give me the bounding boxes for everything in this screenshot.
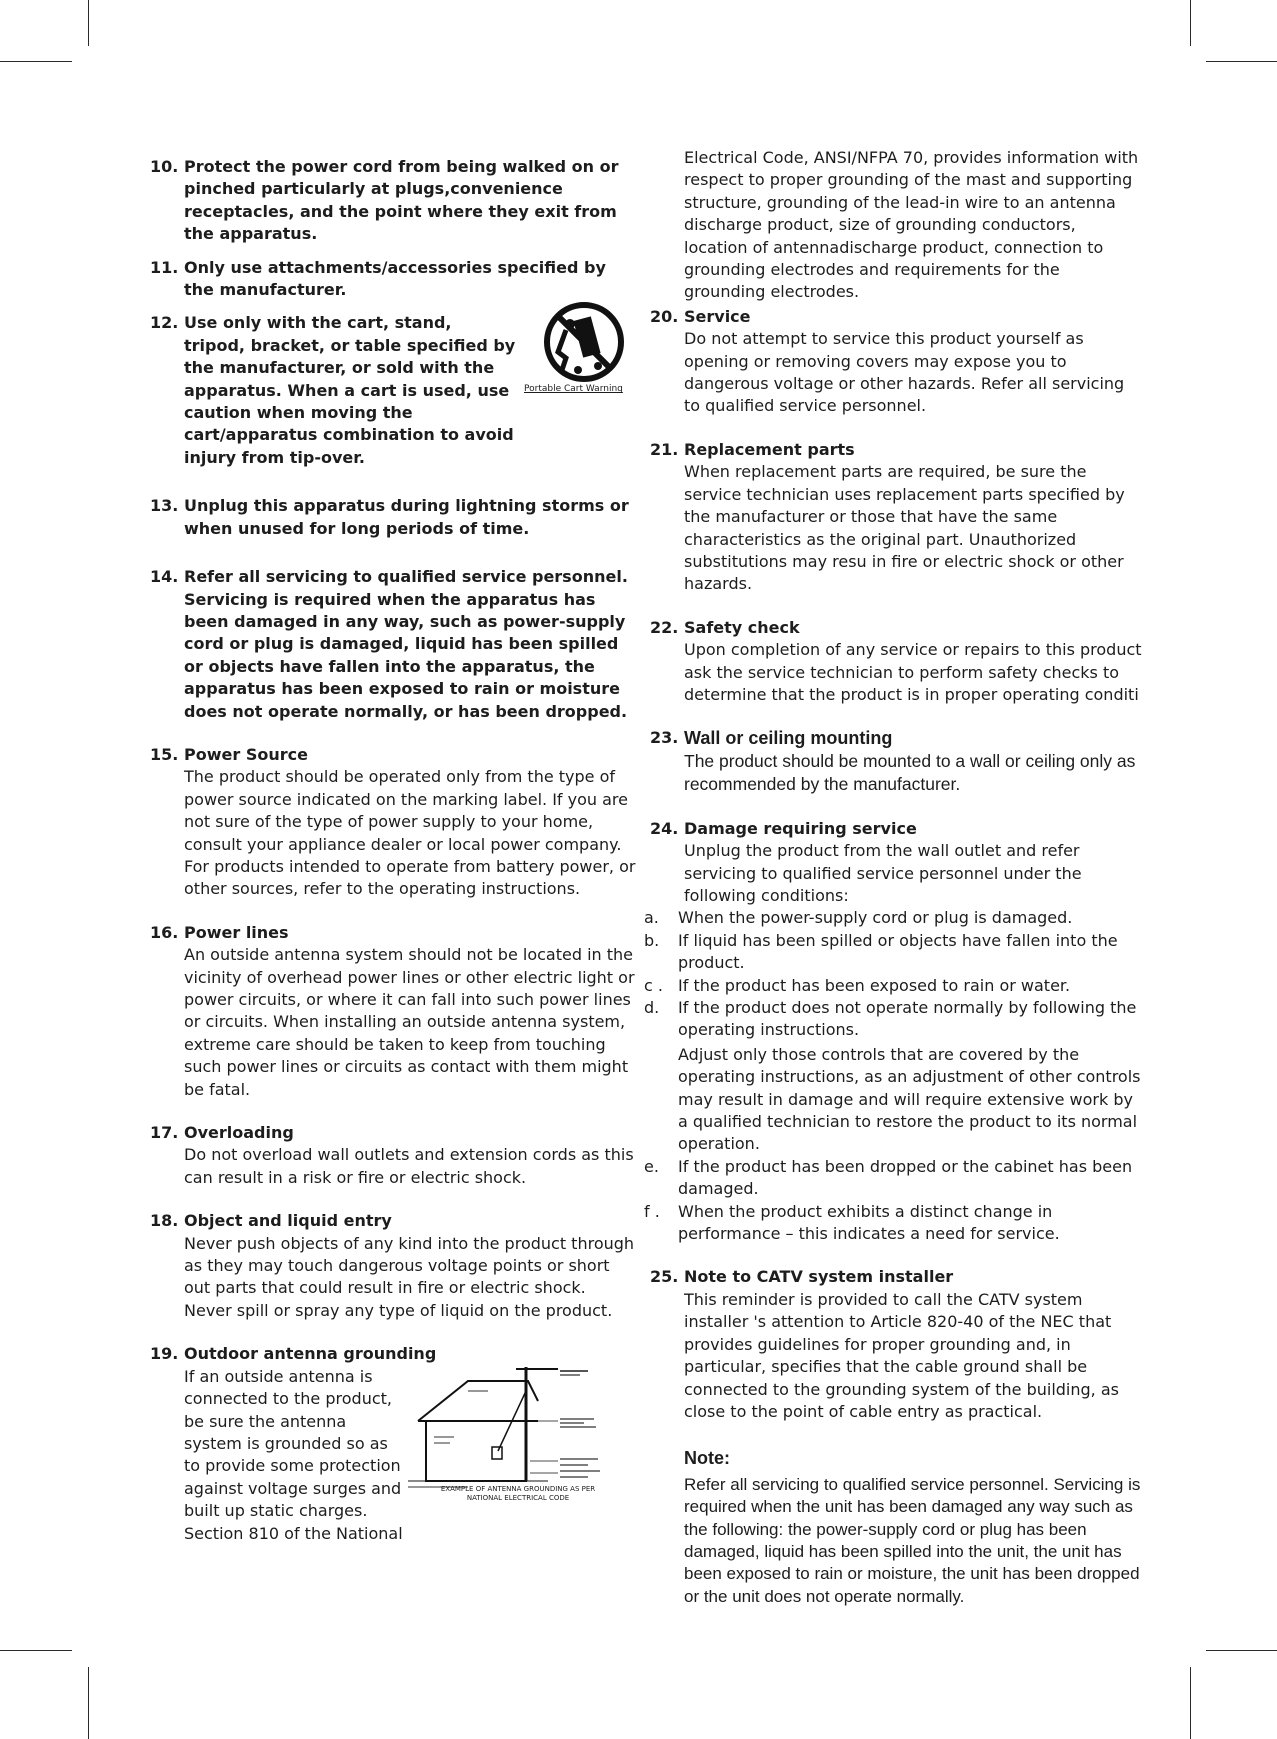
safety-item-23 xyxy=(650,727,1144,796)
item-heading: Power Source xyxy=(184,744,308,764)
continuation-body: Electrical Code, ANSI/NFPA 70, provides information with respect to proper grounding of the mast and supporting structure, grounding of the lead-in wire to an antenna discharge product, size of grounding conductors, location of antennadischarge product, connection to grounding electrodes and requirements for the grounding electrodes. xyxy=(684,148,1139,302)
safety-item-24 xyxy=(650,818,1144,908)
safety-item-16 xyxy=(150,922,638,1101)
safety-item-18 xyxy=(150,1210,638,1322)
condition-letter: c . xyxy=(644,975,663,995)
item-heading: Object and liquid entry xyxy=(184,1211,392,1231)
item-heading: Safety check xyxy=(684,617,800,637)
crop-mark-top-left-v xyxy=(88,0,89,46)
item-number: 19. xyxy=(150,1344,179,1364)
item-number: 20. xyxy=(650,306,679,326)
condition-e xyxy=(644,1156,1144,1201)
item-19-continuation xyxy=(650,147,1144,304)
crop-mark-bottom-left-h xyxy=(0,1650,72,1651)
condition-letter: a. xyxy=(644,908,659,928)
item-number: 21. xyxy=(650,439,679,459)
cart-warning-caption: Portable Cart Warning xyxy=(524,384,623,395)
item-number: 12. xyxy=(150,313,179,333)
item-heading: Overloading xyxy=(184,1123,294,1143)
condition-text: If the product has been exposed to rain or water. xyxy=(678,975,1071,995)
item-number: 23. xyxy=(650,728,679,748)
crop-mark-top-right-h xyxy=(1206,61,1277,62)
condition-text: When the power-supply cord or plug is damaged. xyxy=(678,908,1073,928)
item-number: 15. xyxy=(150,744,179,764)
item-heading: Replacement parts xyxy=(684,439,855,459)
item-heading: Service xyxy=(684,306,751,326)
item-heading: Wall or ceiling mounting xyxy=(684,728,893,749)
item-number: 25. xyxy=(650,1267,679,1287)
safety-item-19 xyxy=(150,1343,638,1545)
note-body: Refer all servicing to qualified service personnel. Servicing is required when the unit has been damaged any way such as the following: the power-supply cord or plug has been damaged, liquid has been spilled into the unit, the unit has been exposed to rain or moisture, the unit has been dropped or the unit does not operate normally. xyxy=(684,1474,1141,1606)
item-body: Never push objects of any kind into the product through as they may touch dangerous voltage points or short out parts that could result in fire or electric shock. xyxy=(184,1233,635,1298)
crop-mark-bottom-right-h xyxy=(1206,1650,1277,1651)
item-heading: Outdoor antenna grounding xyxy=(184,1344,437,1364)
safety-item-11 xyxy=(150,257,638,302)
item-number: 11. xyxy=(150,257,179,277)
condition-b xyxy=(644,930,1144,975)
antenna-grounding-caption: EXAMPLE OF ANTENNA GROUNDING AS PER NATIONAL ELECTRICAL CODE xyxy=(440,1485,596,1503)
item-number: 10. xyxy=(150,157,179,176)
item-body: Do not overload wall outlets and extension cords as this can result in a risk or fire or electric shock. xyxy=(184,1145,634,1187)
safety-item-17 xyxy=(150,1122,638,1189)
right-column xyxy=(644,147,1144,1608)
safety-item-15 xyxy=(150,744,638,901)
crop-mark-top-left-h xyxy=(0,61,72,62)
condition-f xyxy=(644,1201,1144,1246)
condition-text: If the product has been dropped or the cabinet has been damaged. xyxy=(678,1156,1133,1199)
crop-mark-bottom-right-v xyxy=(1190,1667,1191,1739)
left-column xyxy=(150,156,638,1545)
item-body: Unplug the product from the wall outlet and refer servicing to qualified service personnel under the following conditions: xyxy=(684,841,1082,905)
safety-item-21 xyxy=(650,439,1144,596)
item-body: If an outside antenna is connected to the product, be sure the antenna system is grounded so as to provide some protection against voltage surges and built up static charges. Section 810 of the National xyxy=(184,1366,403,1543)
item-body: Do not attempt to service this product yourself as opening or removing covers may expose you to dangerous voltage or other hazards. Refer all servicing to qualified service personnel. xyxy=(684,329,1125,416)
item-heading: Power lines xyxy=(184,922,289,942)
item-number: 18. xyxy=(150,1211,179,1231)
safety-item-22 xyxy=(650,617,1144,707)
item-number: 16. xyxy=(150,922,179,942)
cart-warning-figure xyxy=(516,300,638,408)
note-heading: Note: xyxy=(684,1448,730,1469)
item-number: 22. xyxy=(650,617,679,637)
item-heading: Note to CATV system installer xyxy=(684,1267,954,1287)
item-body: Unplug this apparatus during lightning storms or when unused for long periods of time. xyxy=(184,496,629,538)
item-body: The product should be operated only from the type of power source indicated on the marking label. If you are not sure of the type of power supply to your home, consult your appliance dealer or local power company. For products intended to operate from battery power, or other sources, refer to the operating instructions. xyxy=(184,767,636,899)
condition-text: If the product does not operate normally by following the operating instructions. xyxy=(678,998,1137,1040)
item-number: 17. xyxy=(150,1123,179,1143)
antenna-grounding-diagram xyxy=(408,1361,638,1501)
item-body: Protect the power cord from being walked on or pinched particularly at plugs,convenience receptacles, and the point where they exit from the apparatus. xyxy=(184,157,619,244)
item-body: Only use attachments/accessories specified by the manufacturer. xyxy=(184,257,606,300)
condition-letter: d. xyxy=(644,998,660,1017)
condition-c xyxy=(644,975,1144,997)
safety-item-14 xyxy=(150,566,638,723)
safety-item-25 xyxy=(650,1266,1144,1423)
crop-mark-top-right-v xyxy=(1190,0,1191,46)
safety-item-20 xyxy=(650,306,1144,418)
condition-letter: f . xyxy=(644,1201,660,1221)
item-number: 14. xyxy=(150,567,179,587)
safety-item-10 xyxy=(150,156,638,246)
item-body-2: Never spill or spray any type of liquid on the product. xyxy=(184,1300,613,1320)
item-body: This reminder is provided to call the CATV system installer 's attention to Article 820-40 of the NEC that provides guidelines for proper grounding and, in particular, specifies that the cable ground shall be connected to the grounding system of the building, as close to the point of cable entry as practical. xyxy=(684,1289,1119,1421)
crop-mark-bottom-left-v xyxy=(88,1667,89,1739)
condition-text: When the product exhibits a distinct change in performance – this indicates a need for service. xyxy=(678,1201,1060,1244)
safety-item-12 xyxy=(150,312,638,469)
damage-conditions-list xyxy=(644,907,1144,1245)
item-number: 13. xyxy=(150,496,179,516)
antenna-grounding-figure xyxy=(408,1361,638,1521)
item-body: Refer all servicing to qualified service personnel. Servicing is required when the apparatus has been damaged in any way, such as power-supply cord or plug is damaged, liquid has been spilled or objects have fallen into the apparatus, the apparatus has been exposed to rain or moisture does not operate normally, or has been dropped. xyxy=(184,567,628,721)
item-heading: Damage requiring service xyxy=(684,818,917,838)
item-body: Use only with the cart, stand, tripod, bracket, or table specified by the manufacturer, or sold with the apparatus. When a cart is used, use caution when moving the cart/apparatus combination to avoid injury from tip-over. xyxy=(184,313,516,467)
condition-letter: e. xyxy=(644,1156,659,1176)
condition-a xyxy=(644,907,1144,929)
item-body: An outside antenna system should not be located in the vicinity of overhead power lines or other electric light or power circuits, or where it can fall into such power lines or circuits. When installing an outside antenna system, extreme care should be taken to keep from touching such power lines or circuits as contact with them might be fatal. xyxy=(184,945,635,1099)
item-number: 24. xyxy=(650,818,679,838)
item-body: The product should be mounted to a wall or ceiling only as recommended by the manufacturer. xyxy=(684,750,1136,795)
condition-d xyxy=(644,997,1144,1156)
item-body: When replacement parts are required, be sure the service technician uses replacement parts specified by the manufacturer or those that have the same characteristics as the original part. Unauthorized substitutions may resu in fire or electric shock or other hazards. xyxy=(684,462,1125,594)
condition-letter: b. xyxy=(644,930,660,950)
condition-extra: Adjust only those controls that are covered by the operating instructions, as an adjustment of other controls may result in damage and will require extensive work by a qualified technician to restore the product to its normal operation. xyxy=(678,1044,1141,1154)
condition-text: If liquid has been spilled or objects have fallen into the product. xyxy=(678,930,1118,973)
safety-item-13 xyxy=(150,495,638,540)
item-body: Upon completion of any service or repairs to this product ask the service technician to perform safety checks to determine that the product is in proper operating conditi xyxy=(684,640,1142,704)
